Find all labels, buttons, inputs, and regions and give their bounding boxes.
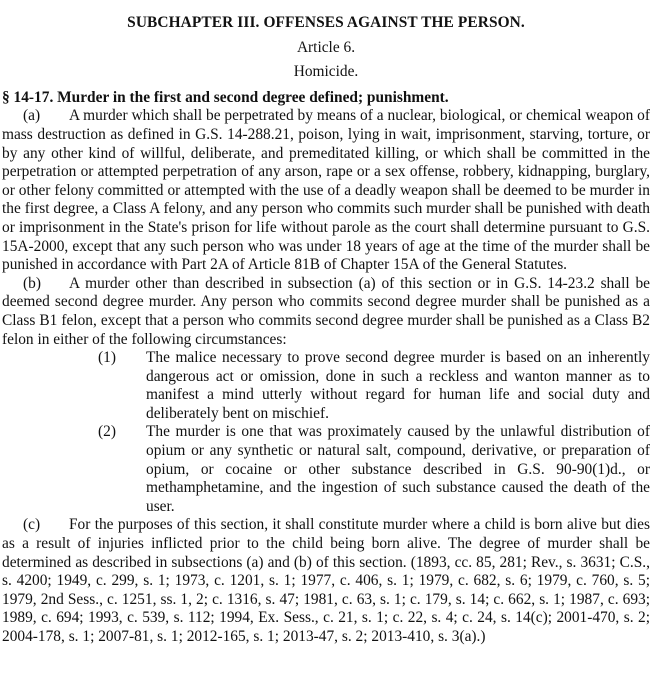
item-1-text: The malice necessary to prove second degree murder is based on an inherently dangerous act or omission, done in such a reckless and wanton manner as to manifest a mind utterly without regard for human life and social duty and deliberately bent on mischief. [146, 349, 650, 422]
section-heading: § 14-17. Murder in the first and second degree defined; punishment. [2, 88, 449, 106]
item-1-number: (1) [98, 349, 116, 367]
article-title: Homicide. [293, 63, 359, 81]
item-2-number: (2) [98, 423, 116, 441]
subsection-a-text: A murder which shall be perpetrated by means of a nuclear, biological, or chemical weapon of mass destruction as defined in G.S. 14-288.21, poison, lying in wait, imprisonment, starving, torture, or by any other kind of willful, deliberate, and premeditated killing, or which shall be committed in the perpetration or attempted perpetration of any arson, rape or a sex offense, robbery, kidnapping, burglary, or other felony committed or attempted with the use of a deadly weapon shall be deemed to be murder in the first degree, a Class A felony, and any person who commits such murder shall be punished with death or imprisonment in the State's prison for life without parole as the court shall determine pursuant to G.S. 15A-2000, except that any such person who was under 18 years of age at the time of the murder shall be punished in accordance with Part 2A of Article 81B of Chapter 15A of the General Statutes. [2, 107, 650, 274]
subsection-b [2, 275, 650, 349]
article-number: Article 6. [296, 38, 356, 56]
subsection-b-text: A murder other than described in subsection (a) of this section or in G.S. 14-23.2 shall be deemed second degree murder. Any person who commits second degree murder shall be punished as a Class B1 felon, except that a person who commits second degree murder shall be punished as a Class B2 felon in either of the following circumstances: [2, 274, 650, 348]
subsection-a-label: (a) [23, 107, 41, 125]
subsection-c-label: (c) [23, 516, 41, 534]
subchapter-title: SUBCHAPTER III. OFFENSES AGAINST THE PERSON. [127, 14, 525, 31]
subsection-c [2, 516, 650, 646]
subsection-c-text: For the purposes of this section, it shall constitute murder where a child is born alive but dies as a result of injuries inflicted prior to the child being born alive. The degree of murder shall be determined as described in subsections (a) and (b) of this section. (1893, cc. 85, 281; Rev., s. 3631; C.S., s. 4200; 1949, c. 299, s. 1; 1973, c. 1201, s. 1; 1977, c. 406, s. 1; 1979, c. 682, s. 6; 1979, c. 760, s. 5; 1979, 2nd Sess., c. 1251, ss. 1, 2; c. 1316, s. 47; 1981, c. 63, s. 1; c. 179, s. 14; c. 662, s. 1; 1987, c. 693; 1989, c. 694; 1993, c. 539, s. 112; 1994, Ex. Sess., c. 21, s. 1; c. 22, s. 4; c. 24, s. 14(c); 2001-470, s. 2; 2004-178, s. 1; 2007-81, s. 1; 2012-165, s. 1; 2013-47, s. 2; 2013-410, s. 3(a).) [2, 516, 650, 645]
item-2-text: The murder is one that was proximately caused by the unlawful distribution of opium or any synthetic or natural salt, compound, derivative, or preparation of opium, or cocaine or other substance described in G.S. 90-90(1)d., or methamphetamine, and the ingestion of such substance caused the death of the user. [146, 423, 650, 515]
subsection-b-item-2 [2, 423, 650, 516]
subsection-a [2, 107, 650, 274]
subsection-b-item-1 [2, 349, 650, 423]
subsection-b-label: (b) [23, 274, 41, 292]
